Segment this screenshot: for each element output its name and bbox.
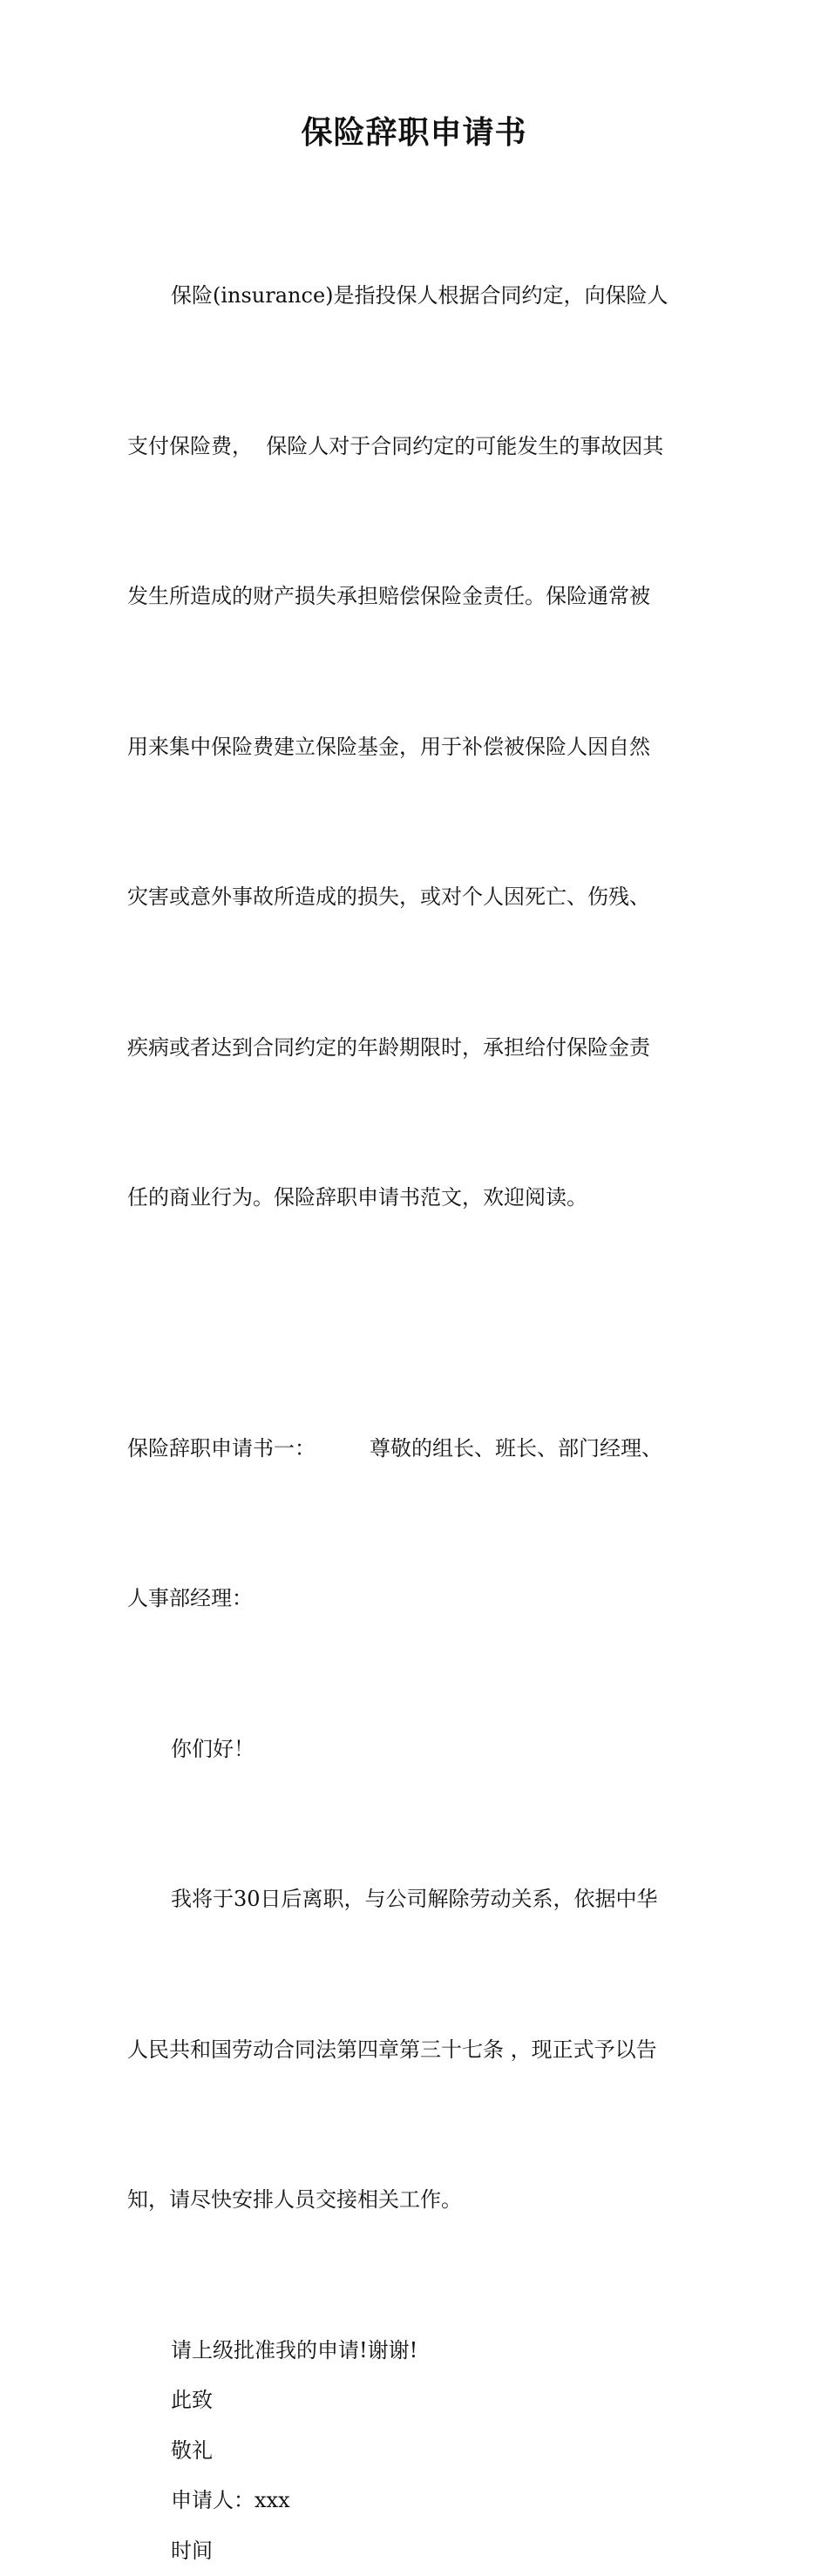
- main-line: 人民共和国劳动合同法第四章第三十七条 ，现正式予以告: [84, 2025, 706, 2076]
- request-line: 请上级批准我的申请!谢谢!: [127, 2326, 706, 2376]
- document-page: [0, 0, 828, 1171]
- intro-line: 用来集中保险费建立保险基金，用于补偿被保险人因自然: [84, 722, 706, 773]
- section-heading: 保险辞职申请书一：: [127, 1436, 316, 1461]
- main-line: 我将于30日后离职，与公司解除劳动关系，依据中华: [127, 1874, 706, 1925]
- salutation: 尊敬的组长、班长、部门经理、: [370, 1436, 662, 1461]
- intro-line: 保险(insurance)是指投保人根据合同约定，向保险人: [127, 271, 706, 322]
- main-line: 知，请尽快安排人员交接相关工作。: [84, 2175, 706, 2226]
- intro-line: 支付保险费， 保险人对于合同约定的可能发生的事故因其: [84, 422, 706, 472]
- applicant-line: 申请人：xxx: [127, 2476, 706, 2526]
- greeting: 你们好！: [127, 1725, 706, 1775]
- intro-paragraph: [127, 171, 706, 1324]
- main-paragraph: [127, 1774, 706, 2326]
- closing-line-2: 敬礼: [127, 2426, 706, 2477]
- intro-line: 发生所造成的财产损失承担赔偿保险金责任。保险通常被: [84, 572, 706, 622]
- intro-line: 灾害或意外事故所造成的损失，或对个人因死亡、伤残、: [84, 872, 706, 923]
- salutation-continued: 人事部经理：: [127, 1574, 706, 1624]
- document-body: [127, 171, 706, 2576]
- intro-line: 任的商业行为。保险辞职申请书范文，欢迎阅读。: [84, 1173, 706, 1224]
- document-title: 保险辞职申请书: [0, 112, 828, 155]
- closing-line-1: 此致: [127, 2376, 706, 2426]
- time-line: 时间: [127, 2526, 706, 2576]
- section-heading-line: [127, 1324, 706, 1725]
- intro-line: 疾病或者达到合同约定的年龄期限时，承担给付保险金责: [84, 1023, 706, 1074]
